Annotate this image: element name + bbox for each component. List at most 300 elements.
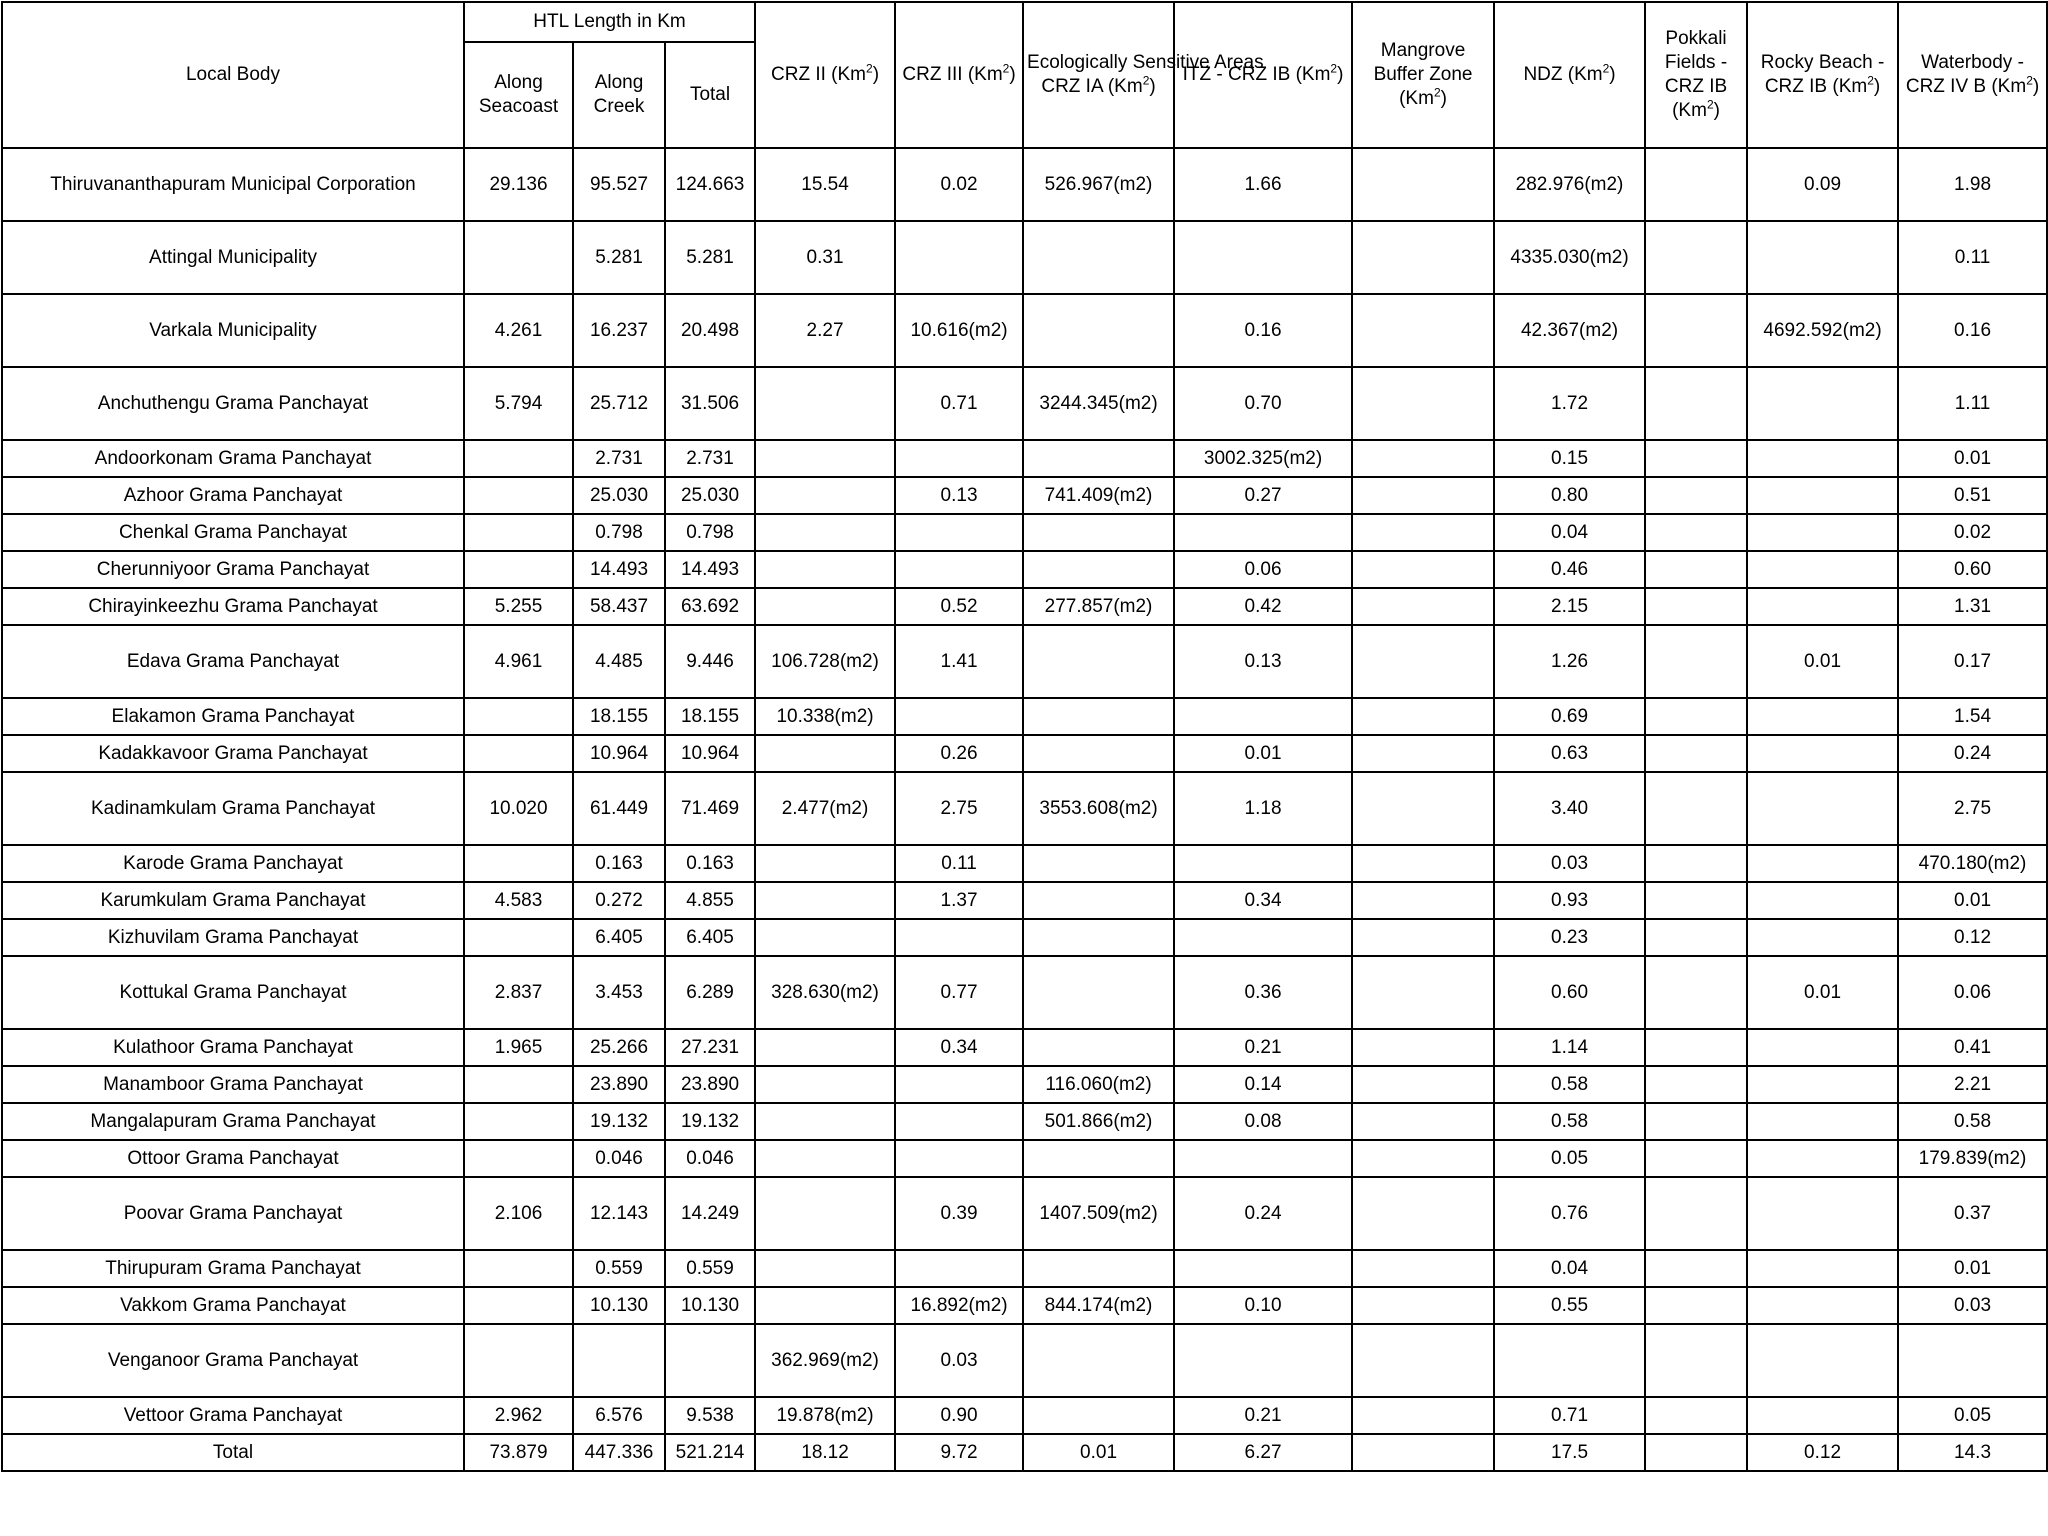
cell-waterbody: 470.180(m2) (1898, 845, 2047, 882)
cell-crz3: 2.75 (895, 772, 1023, 845)
cell-htl-total: 19.132 (665, 1103, 755, 1140)
total-cell-along-seacoast: 73.879 (464, 1434, 573, 1471)
cell-mangrove (1352, 1177, 1494, 1250)
cell-ndz: 3.40 (1494, 772, 1645, 845)
cell-along-creek: 12.143 (573, 1177, 665, 1250)
cell-ndz: 0.04 (1494, 1250, 1645, 1287)
cell-esa (1023, 956, 1174, 1029)
table-row (2, 735, 2047, 772)
cell-rocky-beach: 4692.592(m2) (1747, 294, 1898, 367)
cell-crz2: 106.728(m2) (755, 625, 895, 698)
cell-along-creek: 6.576 (573, 1397, 665, 1434)
cell-local-body: Cherunniyoor Grama Panchayat (2, 551, 464, 588)
cell-itz (1174, 514, 1352, 551)
cell-along-seacoast (464, 1103, 573, 1140)
cell-htl-total: 124.663 (665, 148, 755, 221)
cell-rocky-beach (1747, 1324, 1898, 1397)
cell-pokkali (1645, 956, 1747, 1029)
cell-crz3: 1.41 (895, 625, 1023, 698)
cell-mangrove (1352, 367, 1494, 440)
cell-itz: 0.36 (1174, 956, 1352, 1029)
cell-crz3 (895, 440, 1023, 477)
table-row (2, 698, 2047, 735)
cell-waterbody: 0.01 (1898, 882, 2047, 919)
col-header-itz: ITZ - CRZ IB (Km$^2$) (1174, 2, 1352, 148)
cell-mangrove (1352, 735, 1494, 772)
cell-local-body: Mangalapuram Grama Panchayat (2, 1103, 464, 1140)
cell-along-creek: 3.453 (573, 956, 665, 1029)
cell-along-seacoast (464, 1250, 573, 1287)
cell-crz2 (755, 1177, 895, 1250)
cell-local-body: Karode Grama Panchayat (2, 845, 464, 882)
total-cell-itz: 6.27 (1174, 1434, 1352, 1471)
cell-local-body: Karumkulam Grama Panchayat (2, 882, 464, 919)
cell-itz: 0.14 (1174, 1066, 1352, 1103)
cell-esa (1023, 845, 1174, 882)
cell-itz (1174, 698, 1352, 735)
cell-rocky-beach (1747, 1287, 1898, 1324)
cell-waterbody: 0.16 (1898, 294, 2047, 367)
cell-crz3 (895, 919, 1023, 956)
cell-local-body: Manamboor Grama Panchayat (2, 1066, 464, 1103)
cell-htl-total: 27.231 (665, 1029, 755, 1066)
cell-waterbody: 0.11 (1898, 221, 2047, 294)
cell-itz (1174, 221, 1352, 294)
cell-along-seacoast: 4.261 (464, 294, 573, 367)
table-row (2, 294, 2047, 367)
cell-waterbody: 0.05 (1898, 1397, 2047, 1434)
table-row (2, 1324, 2047, 1397)
cell-along-seacoast (464, 440, 573, 477)
cell-waterbody: 0.12 (1898, 919, 2047, 956)
table-row (2, 1103, 2047, 1140)
cell-along-seacoast (464, 551, 573, 588)
cell-along-seacoast (464, 1140, 573, 1177)
cell-crz3 (895, 551, 1023, 588)
cell-htl-total: 25.030 (665, 477, 755, 514)
cell-waterbody: 0.41 (1898, 1029, 2047, 1066)
cell-crz2 (755, 845, 895, 882)
cell-waterbody: 2.21 (1898, 1066, 2047, 1103)
cell-waterbody: 1.11 (1898, 367, 2047, 440)
col-header-ndz: NDZ (Km$^2$) (1494, 2, 1645, 148)
cell-ndz: 1.26 (1494, 625, 1645, 698)
cell-crz2 (755, 477, 895, 514)
cell-pokkali (1645, 221, 1747, 294)
cell-crz2 (755, 735, 895, 772)
cell-local-body: Chenkal Grama Panchayat (2, 514, 464, 551)
cell-along-seacoast: 4.961 (464, 625, 573, 698)
cell-crz3 (895, 1103, 1023, 1140)
total-row (2, 1434, 2047, 1471)
cell-rocky-beach (1747, 1177, 1898, 1250)
cell-along-creek: 2.731 (573, 440, 665, 477)
cell-pokkali (1645, 1250, 1747, 1287)
cell-along-seacoast (464, 735, 573, 772)
cell-local-body: Azhoor Grama Panchayat (2, 477, 464, 514)
cell-ndz: 0.15 (1494, 440, 1645, 477)
cell-rocky-beach: 0.09 (1747, 148, 1898, 221)
table-row (2, 1250, 2047, 1287)
cell-ndz: 0.58 (1494, 1103, 1645, 1140)
cell-crz3 (895, 1140, 1023, 1177)
cell-crz2: 328.630(m2) (755, 956, 895, 1029)
cell-ndz: 0.71 (1494, 1397, 1645, 1434)
cell-pokkali (1645, 1397, 1747, 1434)
cell-along-seacoast (464, 698, 573, 735)
cell-along-creek: 25.266 (573, 1029, 665, 1066)
col-header-total: Total (665, 42, 755, 148)
cell-rocky-beach (1747, 514, 1898, 551)
cell-crz3 (895, 698, 1023, 735)
cell-crz2: 0.31 (755, 221, 895, 294)
cell-waterbody: 1.54 (1898, 698, 2047, 735)
cell-htl-total: 31.506 (665, 367, 755, 440)
cell-pokkali (1645, 477, 1747, 514)
cell-rocky-beach (1747, 772, 1898, 845)
col-header-local-body: Local Body (2, 2, 464, 148)
cell-ndz: 0.80 (1494, 477, 1645, 514)
table-row (2, 1066, 2047, 1103)
cell-pokkali (1645, 440, 1747, 477)
cell-itz (1174, 1140, 1352, 1177)
total-cell-waterbody: 14.3 (1898, 1434, 2047, 1471)
cell-along-creek: 10.964 (573, 735, 665, 772)
cell-along-seacoast (464, 221, 573, 294)
cell-along-seacoast: 29.136 (464, 148, 573, 221)
cell-htl-total: 14.493 (665, 551, 755, 588)
cell-esa (1023, 1140, 1174, 1177)
cell-along-seacoast: 10.020 (464, 772, 573, 845)
cell-crz3: 0.77 (895, 956, 1023, 1029)
cell-itz: 0.01 (1174, 735, 1352, 772)
cell-itz: 0.16 (1174, 294, 1352, 367)
cell-waterbody: 0.24 (1898, 735, 2047, 772)
cell-mangrove (1352, 221, 1494, 294)
cell-esa (1023, 735, 1174, 772)
cell-htl-total: 2.731 (665, 440, 755, 477)
cell-local-body: Elakamon Grama Panchayat (2, 698, 464, 735)
cell-crz3: 0.90 (895, 1397, 1023, 1434)
cell-esa (1023, 294, 1174, 367)
cell-htl-total: 0.163 (665, 845, 755, 882)
cell-rocky-beach (1747, 1103, 1898, 1140)
cell-esa: 3553.608(m2) (1023, 772, 1174, 845)
cell-crz2 (755, 440, 895, 477)
cell-pokkali (1645, 625, 1747, 698)
cell-esa (1023, 1397, 1174, 1434)
cell-itz: 1.66 (1174, 148, 1352, 221)
cell-mangrove (1352, 1029, 1494, 1066)
cell-ndz: 4335.030(m2) (1494, 221, 1645, 294)
cell-mangrove (1352, 514, 1494, 551)
cell-htl-total: 10.130 (665, 1287, 755, 1324)
cell-rocky-beach (1747, 1250, 1898, 1287)
cell-htl-total: 6.405 (665, 919, 755, 956)
cell-mangrove (1352, 1103, 1494, 1140)
cell-esa (1023, 698, 1174, 735)
cell-rocky-beach (1747, 440, 1898, 477)
cell-crz3: 0.26 (895, 735, 1023, 772)
cell-crz2 (755, 1250, 895, 1287)
cell-htl-total: 10.964 (665, 735, 755, 772)
cell-waterbody: 1.31 (1898, 588, 2047, 625)
cell-htl-total: 20.498 (665, 294, 755, 367)
cell-ndz: 282.976(m2) (1494, 148, 1645, 221)
cell-along-seacoast (464, 477, 573, 514)
cell-along-creek: 0.163 (573, 845, 665, 882)
cell-esa (1023, 1250, 1174, 1287)
cell-waterbody: 0.02 (1898, 514, 2047, 551)
cell-esa: 741.409(m2) (1023, 477, 1174, 514)
cell-crz2: 15.54 (755, 148, 895, 221)
cell-crz2 (755, 588, 895, 625)
cell-pokkali (1645, 1103, 1747, 1140)
cell-crz3: 0.52 (895, 588, 1023, 625)
cell-esa (1023, 514, 1174, 551)
cell-htl-total: 6.289 (665, 956, 755, 1029)
cell-rocky-beach: 0.01 (1747, 956, 1898, 1029)
cell-waterbody: 0.37 (1898, 1177, 2047, 1250)
cell-htl-total: 5.281 (665, 221, 755, 294)
cell-along-seacoast: 1.965 (464, 1029, 573, 1066)
col-header-pokkali: Pokkali Fields - CRZ IB (Km$^2$) (1645, 2, 1747, 148)
cell-esa: 3244.345(m2) (1023, 367, 1174, 440)
cell-local-body: Thirupuram Grama Panchayat (2, 1250, 464, 1287)
cell-local-body: Varkala Municipality (2, 294, 464, 367)
cell-ndz: 0.69 (1494, 698, 1645, 735)
cell-mangrove (1352, 1287, 1494, 1324)
cell-ndz: 0.23 (1494, 919, 1645, 956)
cell-rocky-beach (1747, 1140, 1898, 1177)
table-row (2, 1029, 2047, 1066)
cell-pokkali (1645, 1029, 1747, 1066)
cell-pokkali (1645, 1287, 1747, 1324)
cell-htl-total: 63.692 (665, 588, 755, 625)
table-row (2, 845, 2047, 882)
cell-itz (1174, 919, 1352, 956)
cell-pokkali (1645, 772, 1747, 845)
cell-waterbody: 0.01 (1898, 440, 2047, 477)
cell-itz: 0.70 (1174, 367, 1352, 440)
cell-pokkali (1645, 882, 1747, 919)
cell-crz3: 0.11 (895, 845, 1023, 882)
cell-along-creek: 18.155 (573, 698, 665, 735)
cell-along-creek: 25.712 (573, 367, 665, 440)
cell-mangrove (1352, 1250, 1494, 1287)
cell-along-seacoast: 2.106 (464, 1177, 573, 1250)
cell-mangrove (1352, 845, 1494, 882)
cell-mangrove (1352, 772, 1494, 845)
cell-along-creek (573, 1324, 665, 1397)
cell-crz2 (755, 1140, 895, 1177)
cell-along-creek: 0.559 (573, 1250, 665, 1287)
total-cell-local-body: Total (2, 1434, 464, 1471)
total-cell-htl-total: 521.214 (665, 1434, 755, 1471)
cell-pokkali (1645, 514, 1747, 551)
cell-ndz: 1.72 (1494, 367, 1645, 440)
cell-itz (1174, 845, 1352, 882)
cell-esa: 1407.509(m2) (1023, 1177, 1174, 1250)
col-header-along-creek: Along Creek (573, 42, 665, 148)
cell-esa (1023, 1029, 1174, 1066)
cell-local-body: Kottukal Grama Panchayat (2, 956, 464, 1029)
cell-along-seacoast (464, 1066, 573, 1103)
cell-esa: 501.866(m2) (1023, 1103, 1174, 1140)
cell-ndz: 0.05 (1494, 1140, 1645, 1177)
header-row-1 (2, 2, 2047, 42)
cell-waterbody: 0.51 (1898, 477, 2047, 514)
cell-htl-total: 0.798 (665, 514, 755, 551)
cell-waterbody: 179.839(m2) (1898, 1140, 2047, 1177)
cell-crz3: 0.13 (895, 477, 1023, 514)
cell-along-creek: 25.030 (573, 477, 665, 514)
cell-ndz: 0.63 (1494, 735, 1645, 772)
cell-mangrove (1352, 1324, 1494, 1397)
cell-itz: 0.06 (1174, 551, 1352, 588)
cell-ndz: 0.46 (1494, 551, 1645, 588)
cell-esa (1023, 919, 1174, 956)
cell-rocky-beach (1747, 1397, 1898, 1434)
cell-itz: 0.34 (1174, 882, 1352, 919)
cell-itz (1174, 1324, 1352, 1397)
cell-crz3: 10.616(m2) (895, 294, 1023, 367)
cell-mangrove (1352, 882, 1494, 919)
table-row (2, 440, 2047, 477)
cell-waterbody: 0.17 (1898, 625, 2047, 698)
cell-rocky-beach (1747, 367, 1898, 440)
cell-crz2 (755, 1287, 895, 1324)
table-body (2, 148, 2047, 1471)
cell-along-creek: 23.890 (573, 1066, 665, 1103)
cell-mangrove (1352, 698, 1494, 735)
cell-crz3: 0.39 (895, 1177, 1023, 1250)
cell-esa: 526.967(m2) (1023, 148, 1174, 221)
cell-along-seacoast: 5.794 (464, 367, 573, 440)
cell-along-creek: 16.237 (573, 294, 665, 367)
total-cell-ndz: 17.5 (1494, 1434, 1645, 1471)
cell-itz: 0.24 (1174, 1177, 1352, 1250)
col-header-esa: Ecologically Sensitive Areas CRZ IA (Km$^2$) (1023, 2, 1174, 148)
cell-along-seacoast: 4.583 (464, 882, 573, 919)
cell-esa (1023, 1324, 1174, 1397)
cell-rocky-beach (1747, 221, 1898, 294)
cell-along-creek: 0.272 (573, 882, 665, 919)
cell-along-creek: 58.437 (573, 588, 665, 625)
cell-along-seacoast (464, 845, 573, 882)
table-row (2, 625, 2047, 698)
total-cell-crz2: 18.12 (755, 1434, 895, 1471)
table-row (2, 477, 2047, 514)
cell-itz: 0.08 (1174, 1103, 1352, 1140)
cell-local-body: Chirayinkeezhu Grama Panchayat (2, 588, 464, 625)
cell-mangrove (1352, 919, 1494, 956)
cell-ndz: 0.04 (1494, 514, 1645, 551)
cell-along-creek: 5.281 (573, 221, 665, 294)
cell-waterbody: 0.01 (1898, 1250, 2047, 1287)
cell-esa: 116.060(m2) (1023, 1066, 1174, 1103)
cell-rocky-beach (1747, 1066, 1898, 1103)
cell-pokkali (1645, 1066, 1747, 1103)
cell-itz: 3002.325(m2) (1174, 440, 1352, 477)
cell-pokkali (1645, 551, 1747, 588)
cell-along-seacoast (464, 919, 573, 956)
cell-itz: 0.10 (1174, 1287, 1352, 1324)
cell-crz3: 0.71 (895, 367, 1023, 440)
cell-mangrove (1352, 1397, 1494, 1434)
cell-esa: 277.857(m2) (1023, 588, 1174, 625)
cell-local-body: Vakkom Grama Panchayat (2, 1287, 464, 1324)
cell-ndz (1494, 1324, 1645, 1397)
cell-crz2: 362.969(m2) (755, 1324, 895, 1397)
table-row (2, 148, 2047, 221)
cell-waterbody: 0.03 (1898, 1287, 2047, 1324)
col-header-waterbody: Waterbody - CRZ IV B (Km$^2$) (1898, 2, 2047, 148)
cell-local-body: Venganoor Grama Panchayat (2, 1324, 464, 1397)
cell-crz2 (755, 551, 895, 588)
cell-crz3 (895, 221, 1023, 294)
cell-rocky-beach (1747, 698, 1898, 735)
table-row (2, 919, 2047, 956)
col-header-along-seacoast: Along Seacoast (464, 42, 573, 148)
table-row (2, 551, 2047, 588)
cell-pokkali (1645, 845, 1747, 882)
cell-along-creek: 0.798 (573, 514, 665, 551)
cell-crz2: 2.27 (755, 294, 895, 367)
cell-along-seacoast (464, 514, 573, 551)
cell-rocky-beach (1747, 551, 1898, 588)
cell-crz2 (755, 1029, 895, 1066)
table-row (2, 1397, 2047, 1434)
cell-mangrove (1352, 477, 1494, 514)
table-row (2, 1177, 2047, 1250)
cell-htl-total: 14.249 (665, 1177, 755, 1250)
cell-itz: 0.42 (1174, 588, 1352, 625)
cell-waterbody: 0.60 (1898, 551, 2047, 588)
cell-mangrove (1352, 588, 1494, 625)
cell-local-body: Attingal Municipality (2, 221, 464, 294)
cell-along-seacoast (464, 1287, 573, 1324)
cell-crz3 (895, 514, 1023, 551)
cell-htl-total: 0.046 (665, 1140, 755, 1177)
cell-along-creek: 19.132 (573, 1103, 665, 1140)
cell-pokkali (1645, 148, 1747, 221)
cell-ndz: 1.14 (1494, 1029, 1645, 1066)
total-cell-mangrove (1352, 1434, 1494, 1471)
cell-along-creek: 0.046 (573, 1140, 665, 1177)
col-header-rocky-beach: Rocky Beach - CRZ IB (Km$^2$) (1747, 2, 1898, 148)
cell-crz2 (755, 919, 895, 956)
cell-along-creek: 10.130 (573, 1287, 665, 1324)
cell-crz2: 19.878(m2) (755, 1397, 895, 1434)
cell-crz3: 1.37 (895, 882, 1023, 919)
cell-esa (1023, 440, 1174, 477)
cell-rocky-beach (1747, 1029, 1898, 1066)
cell-ndz: 0.03 (1494, 845, 1645, 882)
cell-along-creek: 14.493 (573, 551, 665, 588)
cell-crz2: 10.338(m2) (755, 698, 895, 735)
cell-rocky-beach (1747, 735, 1898, 772)
cell-htl-total: 23.890 (665, 1066, 755, 1103)
cell-mangrove (1352, 956, 1494, 1029)
cell-along-creek: 95.527 (573, 148, 665, 221)
total-cell-crz3: 9.72 (895, 1434, 1023, 1471)
cell-htl-total: 4.855 (665, 882, 755, 919)
cell-rocky-beach (1747, 477, 1898, 514)
cell-esa (1023, 221, 1174, 294)
cell-waterbody (1898, 1324, 2047, 1397)
total-cell-esa: 0.01 (1023, 1434, 1174, 1471)
